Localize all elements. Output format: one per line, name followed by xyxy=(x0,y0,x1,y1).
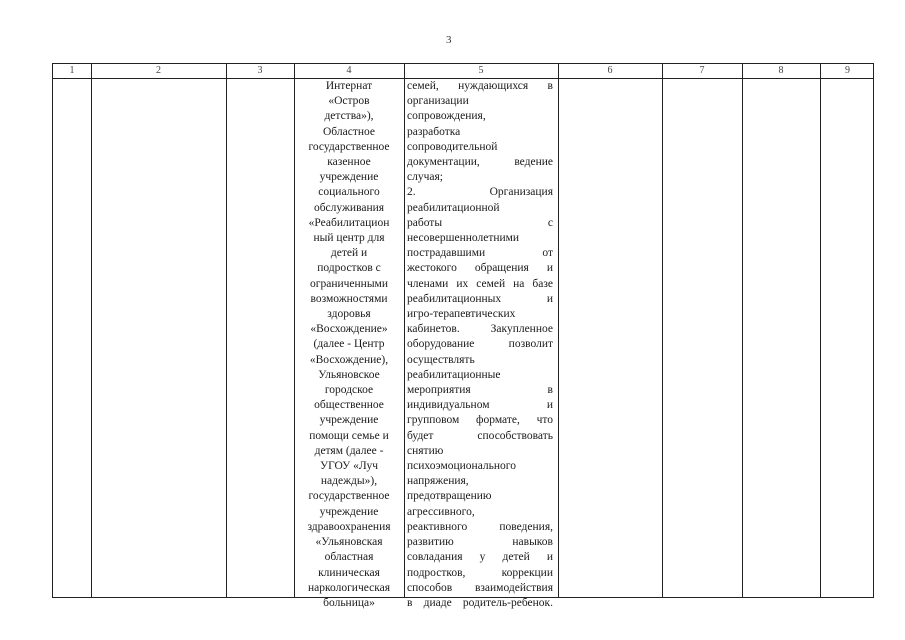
column-number-9: 9 xyxy=(845,65,850,76)
activities-cell xyxy=(407,79,553,611)
activities-line: членами их семей на базе xyxy=(407,277,553,290)
organizations-line: наркологическая xyxy=(307,581,391,594)
organizations-line: учреждение xyxy=(319,171,379,184)
activities-line: случая; xyxy=(407,171,443,184)
column-divider xyxy=(662,64,663,597)
organizations-line: общественное xyxy=(314,399,384,412)
organizations-line: возможностями xyxy=(310,292,388,305)
organizations-line: здоровья xyxy=(327,308,371,321)
activities-line: психоэмоционального xyxy=(407,460,516,473)
organizations-line: ограниченными xyxy=(310,277,388,290)
page-number: 3 xyxy=(446,34,452,46)
activities-line: способов взаимодействия xyxy=(407,581,553,594)
organizations-line: учреждение xyxy=(319,414,379,427)
activities-line: сопровождения, xyxy=(407,110,486,123)
organizations-line: подростков с xyxy=(317,262,381,275)
activities-line: индивидуальном и xyxy=(407,399,553,412)
organizations-line: Областное xyxy=(323,125,375,138)
organizations-line: детей и xyxy=(330,247,368,260)
activities-line: групповом формате, что xyxy=(407,414,553,427)
organizations-line: УГОУ «Луч xyxy=(320,460,378,473)
organizations-line: городское xyxy=(324,384,374,397)
organizations-cell xyxy=(296,79,402,611)
column-divider xyxy=(558,64,559,597)
activities-line: 2. Организация xyxy=(407,186,553,199)
activities-line: пострадавшими от xyxy=(407,247,553,260)
column-number-row xyxy=(53,64,873,79)
activities-line: работы с xyxy=(407,216,553,229)
column-number-6: 6 xyxy=(607,65,613,76)
column-divider xyxy=(820,64,821,597)
activities-line: в диаде родитель-ребенок. xyxy=(407,596,553,609)
organizations-line: казенное xyxy=(327,156,371,169)
activities-line: реабилитационных и xyxy=(407,292,553,305)
organizations-line: помощи семье и xyxy=(309,429,389,442)
organizations-line: социального xyxy=(318,186,380,199)
activities-line: мероприятия в xyxy=(407,384,553,397)
activities-line: реактивного поведения, xyxy=(407,520,553,533)
organizations-line: детства»), xyxy=(324,110,374,123)
organizations-line: государственное xyxy=(308,140,390,153)
organizations-line: здравоохранения xyxy=(307,520,391,533)
activities-line: агрессивного, xyxy=(407,505,475,518)
activities-line: снятию xyxy=(407,444,444,457)
activities-line: организации xyxy=(407,95,469,108)
activities-line: кабинетов. Закупленное xyxy=(407,323,553,336)
column-number-7: 7 xyxy=(699,65,705,76)
organizations-line: «Восхождение), xyxy=(309,353,389,366)
organizations-line: областная xyxy=(324,551,374,564)
activities-line: документации, ведение xyxy=(407,156,553,169)
activities-line: несовершеннолетними xyxy=(407,232,520,245)
column-number-2: 2 xyxy=(156,65,161,76)
activities-line: игро-терапевтических xyxy=(407,308,516,321)
organizations-line: «Остров xyxy=(328,95,370,108)
column-number-8: 8 xyxy=(778,65,784,76)
column-number-5: 5 xyxy=(478,65,484,76)
activities-line: развитию навыков xyxy=(407,536,553,549)
organizations-line: государственное xyxy=(308,490,390,503)
document-table xyxy=(52,63,874,609)
activities-line: будет способствовать xyxy=(407,429,553,442)
column-divider xyxy=(404,64,405,597)
column-number-1: 1 xyxy=(69,65,75,76)
organizations-line: (далее - Центр xyxy=(313,338,385,351)
activities-line: напряжения, xyxy=(407,475,469,488)
activities-line: подростков, коррекции xyxy=(407,566,553,579)
column-divider xyxy=(91,64,92,597)
column-divider xyxy=(742,64,743,597)
organizations-line: Ульяновское xyxy=(318,368,380,381)
organizations-line: Интернат xyxy=(325,80,373,92)
activities-line: реабилитационной xyxy=(407,201,500,214)
activities-line: сопроводительной xyxy=(407,140,498,153)
organizations-line: ный центр для xyxy=(313,232,385,245)
activities-line: совладания у детей и xyxy=(407,551,553,564)
activities-line: оборудование позволит xyxy=(407,338,553,351)
organizations-line: учреждение xyxy=(319,505,379,518)
organizations-line: «Ульяновская xyxy=(315,536,383,549)
organizations-line: «Восхождение» xyxy=(310,323,388,336)
organizations-line: обслуживания xyxy=(313,201,385,214)
column-number-3: 3 xyxy=(257,65,263,76)
column-divider xyxy=(294,64,295,597)
activities-line: реабилитационные xyxy=(407,368,501,381)
column-number-4: 4 xyxy=(346,65,352,76)
column-divider xyxy=(226,64,227,597)
organizations-line: детям (далее - xyxy=(314,444,384,457)
organizations-line: надежды»), xyxy=(320,475,378,488)
organizations-line: «Реабилитацион xyxy=(308,216,390,229)
activities-line: жестокого обращения и xyxy=(407,262,553,275)
activities-line: семей, нуждающихся в xyxy=(407,80,553,92)
activities-line: предотвращению xyxy=(407,490,492,503)
activities-line: разработка xyxy=(407,125,461,138)
organizations-line: клиническая xyxy=(318,566,380,579)
activities-line: осуществлять xyxy=(407,353,475,366)
organizations-line: больница» xyxy=(323,596,375,609)
